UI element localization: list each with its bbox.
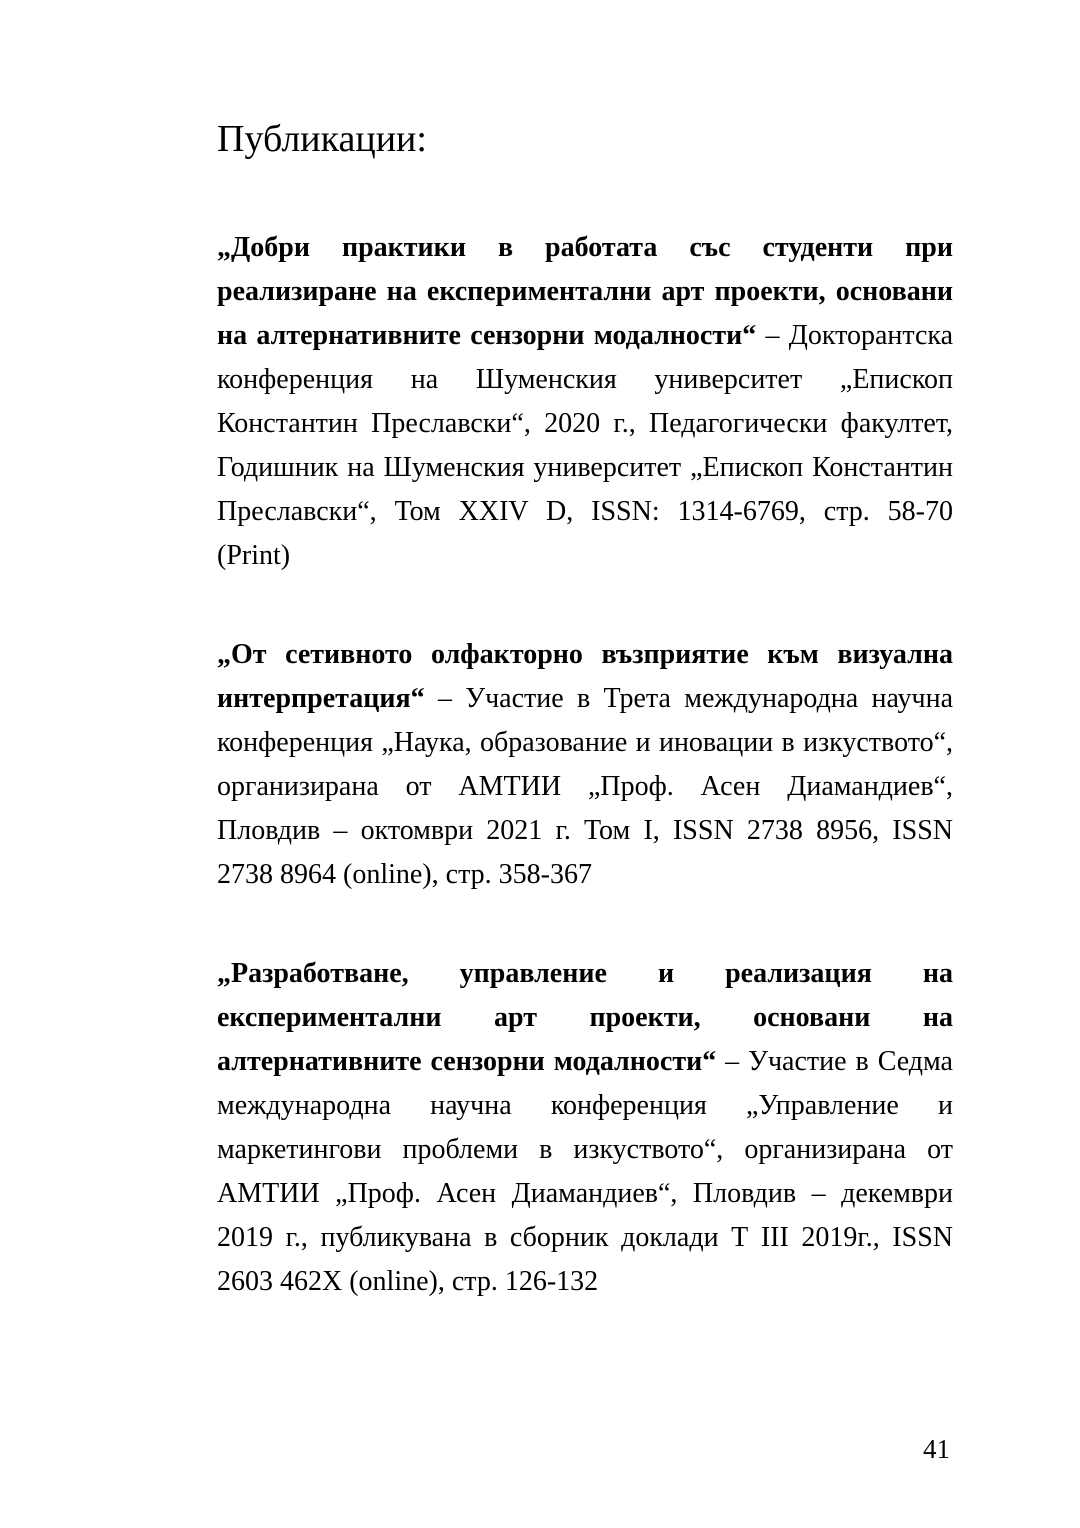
publication-details: – Участие в Седма международна научна конференция „Управление и маркетингови проблеми в изкуството“, организирана от АМТИИ „Проф. Асен Диамандиев“, Пловдив – декември 2019 г., публикувана в сборник доклади Т III 2019г., ISSN 2603 462X (online), стр. 126-132 <box>217 1046 953 1297</box>
publication-entry <box>217 633 953 897</box>
document-content <box>217 116 953 1359</box>
page-title: Публикации: <box>217 118 427 160</box>
publication-title: „Добри практики в работата със студенти при реализиране на експериментални арт проекти, основани на алтернативните сензорни модалности“ <box>217 232 953 351</box>
publication-details: – Участие в Трета международна научна конференция „Наука, образование и иновации в изкуството“, организирана от АМТИИ „Проф. Асен Диамандиев“, Пловдив – октомври 2021 г. Том I, ISSN 2738 8956, ISSN 2738 8964 (online), стр. 358-367 <box>217 683 953 890</box>
publication-entry <box>217 952 953 1304</box>
publication-title: „От сетивното олфакторно възприятие към визуална интерпретация“ <box>217 639 953 714</box>
publication-entry <box>217 226 953 578</box>
publication-title: „Разработване, управление и реализация на експериментални арт проекти, основани на алтернативните сензорни модалности“ <box>217 958 953 1077</box>
publication-details: – Докторантска конференция на Шуменския университет „Епископ Константин Преславски“, 2020 г., Педагогически факултет, Годишник на Шуменския университет „Епископ Константин Преславски“, Том XXIV D, ISSN: 1314-6769, стр. 58-70 (Print) <box>217 320 953 571</box>
page-number: 41 <box>923 1434 950 1464</box>
